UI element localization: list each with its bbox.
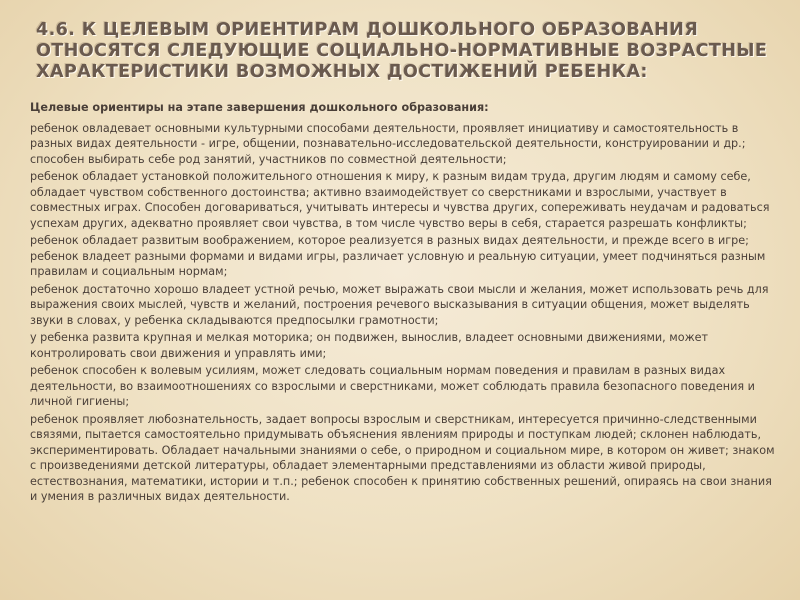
slide-body (30, 100, 778, 507)
paragraph-attitude: ребенок обладает установкой положительного отношения к миру, к разным видам труда, другим людям и самому себе, обладает чувством собственного достоинства; активно взаимодействует со сверстниками и взрослыми, участвует в совместных играх. Способен договариваться, учитывать интересы и чувства других, сопереживать неудачам и радоваться успехам других, адекватно проявляет свои чувства, в том числе чувство веры в себя, старается разрешать конфликты; (30, 170, 770, 230)
slide-title: 4.6. К ЦЕЛЕВЫМ ОРИЕНТИРАМ ДОШКОЛЬНОГО ОБРАЗОВАНИЯ ОТНОСЯТСЯ СЛЕДУЮЩИЕ СОЦИАЛЬНО-НОРМАТИВНЫЕ ВОЗРАСТНЫЕ ХАРАКТЕРИСТИКИ ВОЗМОЖНЫХ ДОСТИЖЕНИЙ РЕБЕНКА: (36, 20, 768, 82)
paragraph-initiative: ребенок овладевает основными культурными способами деятельности, проявляет инициативу и самостоятельность в разных видах деятельности - игре, общении, познавательно-исследовательской деятельности, конструировании и др.; способен выбирать себе род занятий, участников по совместной деятельности; (30, 121, 746, 166)
paragraph-curiosity: ребенок проявляет любознательность, задает вопросы взрослым и сверстникам, интересуется причинно-следственными связями, пытается самостоятельно придумывать объяснения явлениям природы и поступкам людей; склонен наблюдать, экспериментировать. Обладает начальными знаниями о себе, о природном и социальном мире, в котором он живет; знаком с произведениями детской литературы, обладает элементарными представлениями из области живой природы, естествознания, математики, истории и т.п.; ребенок способен к принятию собственных решений, опираясь на свои знания и умения в различных видах деятельности. (30, 412, 775, 503)
paragraph-imagination: ребенок обладает развитым воображением, которое реализуется в разных видах деятельности, и прежде всего в игре; ребенок владеет разными формами и видами игры, различает условную и реальную ситуации, умеет подчиняться разным правилам и социальным нормам; (30, 234, 766, 278)
lead-text: Целевые ориентиры на этапе завершения дошкольного образования: (30, 101, 489, 114)
paragraph-volition: ребенок способен к волевым усилиям, может следовать социальным нормам поведения и правилам в разных видах деятельности, во взаимоотношениях со взрослыми и сверстниками, может соблюдать правила безопасного поведения и личной гигиены; (30, 364, 755, 408)
paragraph-speech: ребенок достаточно хорошо владеет устной речью, может выражать свои мысли и желания, может использовать речь для выражения своих мыслей, чувств и желаний, построения речевого высказывания в ситуации общения, может выделять звуки в словах, у ребенка складываются предпосылки грамотности; (30, 282, 769, 327)
paragraph-motor-skills: у ребенка развита крупная и мелкая моторика; он подвижен, вынослив, владеет основными движениями, может контролировать свои движения и управлять ими; (30, 331, 709, 360)
